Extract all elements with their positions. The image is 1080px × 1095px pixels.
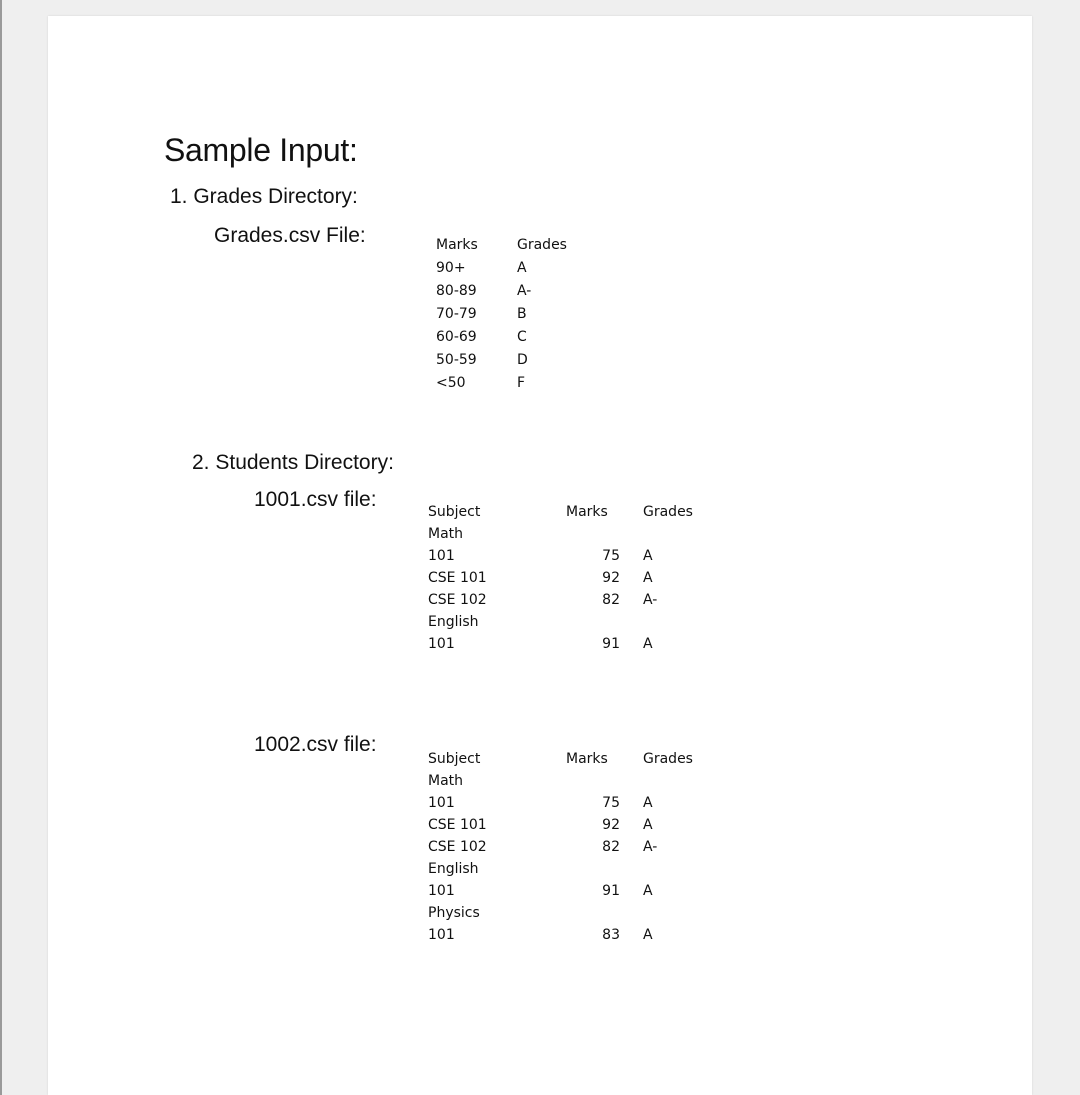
subject-cell: English [428,861,479,877]
grade-cell: B [517,306,527,322]
marks-cell: 82 [602,592,620,608]
marks-cell: 92 [602,570,620,586]
section-heading-grades-directory: 1. Grades Directory: [170,185,358,208]
subject-cell: Math [428,526,464,542]
grade-cell: A- [517,283,532,299]
marks-range-cell: 50-59 [436,352,477,368]
viewer-left-edge [0,0,2,1095]
grade-cell: C [517,329,527,345]
grade-cell: A [643,883,653,899]
grade-cell: A [643,548,653,564]
table-1002-csv [428,749,693,959]
grade-cell: A [643,817,653,833]
grade-cell: A- [643,839,658,855]
marks-cell: 75 [602,795,620,811]
grade-cell: A [643,927,653,943]
file-label-grades-csv: Grades.csv File: [214,224,366,247]
grade-cell: A [643,636,653,652]
grade-cell: D [517,352,528,368]
marks-cell: 91 [602,636,620,652]
subject-cell: English [428,614,479,630]
table-header-marks: Marks [566,751,608,767]
marks-cell: 75 [602,548,620,564]
subject-cell: CSE 101 [428,570,487,586]
subject-cell: Physics [428,905,480,921]
table-1001-csv [428,502,693,662]
marks-range-cell: 90+ [436,260,466,276]
marks-range-cell: <50 [436,375,466,391]
subject-cell: 101 [428,548,455,564]
table-header-grades: Grades [643,751,693,767]
table-header-grades: Grades [517,237,567,253]
grades-table [436,235,636,395]
document-page [48,16,1032,1095]
subject-cell: Math [428,773,464,789]
marks-range-cell: 70-79 [436,306,477,322]
grade-cell: A- [643,592,658,608]
subject-cell: 101 [428,636,455,652]
section-heading-students-directory: 2. Students Directory: [192,451,394,474]
table-header-subject: Subject [428,504,481,520]
marks-cell: 92 [602,817,620,833]
table-header-marks: Marks [436,237,478,253]
page-title: Sample Input: [164,132,358,168]
grade-cell: A [643,795,653,811]
subject-cell: CSE 102 [428,592,487,608]
marks-cell: 83 [602,927,620,943]
grade-cell: A [517,260,527,276]
subject-cell: 101 [428,883,455,899]
marks-range-cell: 60-69 [436,329,477,345]
grade-cell: F [517,375,526,391]
marks-cell: 91 [602,883,620,899]
subject-cell: 101 [428,927,455,943]
table-header-grades: Grades [643,504,693,520]
table-header-marks: Marks [566,504,608,520]
subject-cell: CSE 102 [428,839,487,855]
table-header-subject: Subject [428,751,481,767]
subject-cell: 101 [428,795,455,811]
marks-range-cell: 80-89 [436,283,477,299]
subject-cell: CSE 101 [428,817,487,833]
grade-cell: A [643,570,653,586]
file-label-1002-csv: 1002.csv file: [254,733,377,756]
marks-cell: 82 [602,839,620,855]
file-label-1001-csv: 1001.csv file: [254,488,377,511]
